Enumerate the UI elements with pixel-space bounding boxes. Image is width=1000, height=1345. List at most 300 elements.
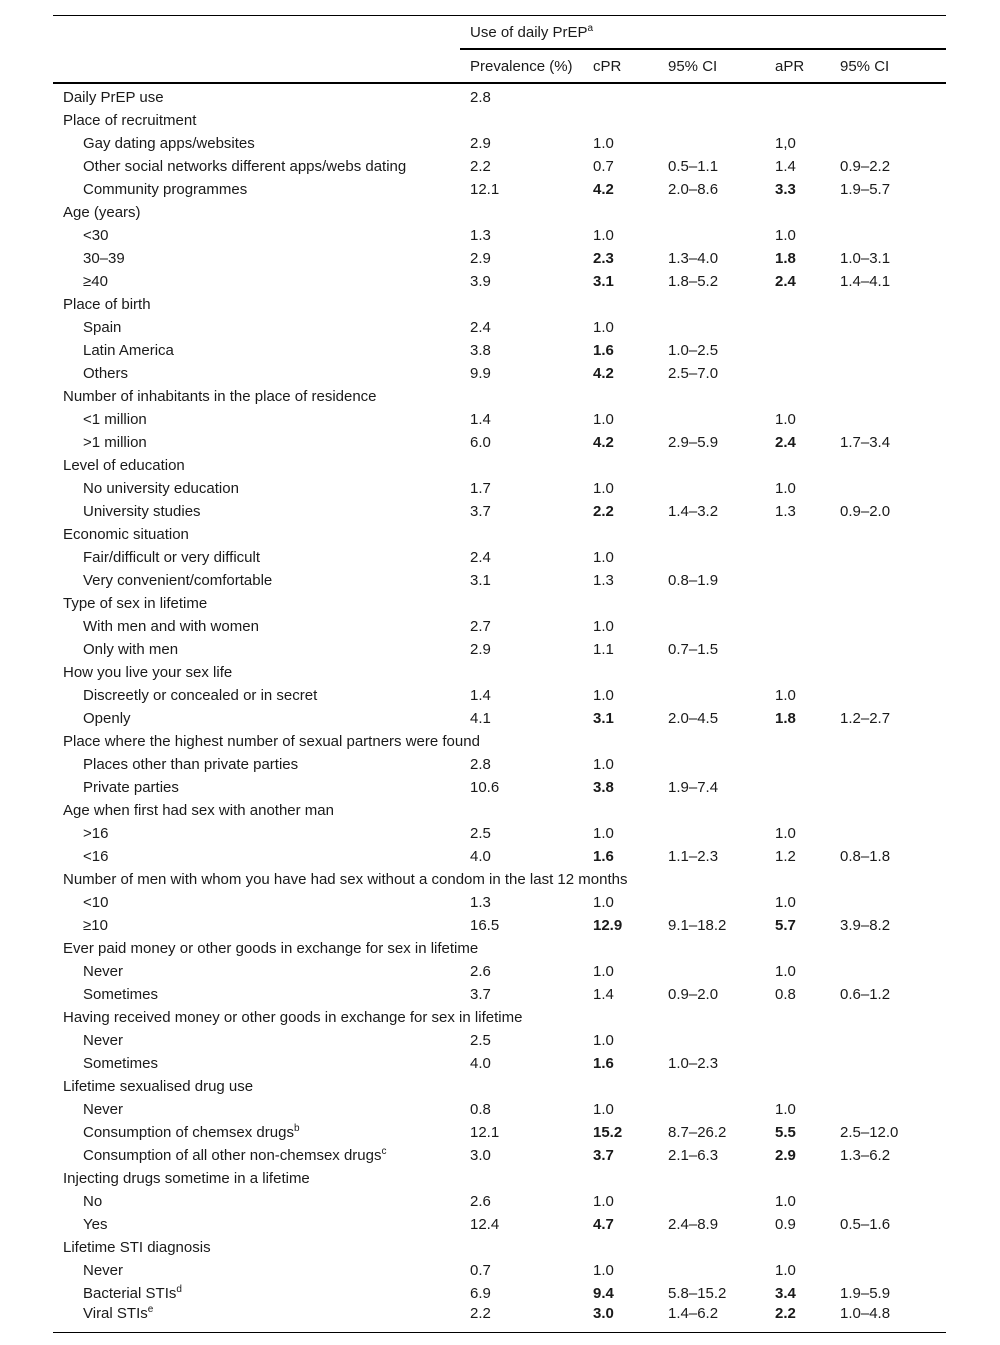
table-row <box>53 224 946 247</box>
cpr-value: 2.3 <box>593 250 614 267</box>
row-label: Gay dating apps/websites <box>83 135 255 152</box>
cpr-value: 1.0 <box>593 411 614 428</box>
ci-adjusted-cell <box>840 316 946 339</box>
row-label: Openly <box>83 710 131 727</box>
prep-prevalence-table <box>53 15 946 1333</box>
cpr-value: 1.0 <box>593 480 614 497</box>
cpr-value: 12.9 <box>593 917 623 934</box>
row-label-footnote: b <box>293 1123 300 1134</box>
ci-adjusted-cell <box>840 477 946 500</box>
table-section-row <box>53 201 946 224</box>
ci-crude-cell <box>668 109 775 132</box>
apr-value: 1.0 <box>775 894 796 911</box>
row-label: >16 <box>83 825 109 842</box>
table-row <box>53 316 946 339</box>
cpr-value: 3.8 <box>593 779 614 796</box>
table-section-row <box>53 523 946 546</box>
ci-crude-cell <box>668 408 775 431</box>
ci-adjusted-cell <box>840 822 946 845</box>
cpr-cell <box>593 155 668 178</box>
row-label-cell <box>53 799 460 822</box>
prevalence-cell: 2.4 <box>470 319 491 336</box>
apr-value: 1.0 <box>775 227 796 244</box>
ci-crude-cell <box>668 1098 775 1121</box>
table-body <box>53 83 946 1333</box>
prevalence-cell: 4.1 <box>470 710 491 727</box>
row-label-cell <box>53 891 460 914</box>
table-section-row <box>53 1167 946 1190</box>
table-row <box>53 339 946 362</box>
ci-crude-cell: 2.0–8.6 <box>668 181 719 198</box>
prevalence-cell: 3.8 <box>470 342 491 359</box>
prevalence-cell <box>460 109 593 132</box>
row-label: Viral STIs <box>83 1305 148 1322</box>
apr-cell <box>775 960 840 983</box>
prevalence-cell <box>460 1236 593 1259</box>
apr-value: 1.0 <box>775 1193 796 1210</box>
row-label-cell <box>53 408 460 431</box>
row-label-cell <box>53 1052 460 1075</box>
prevalence-cell: 16.5 <box>470 917 500 934</box>
column-header-ci-crude: 95% CI <box>668 49 775 83</box>
cpr-value: 1.0 <box>593 1193 614 1210</box>
prevalence-cell <box>460 1167 593 1190</box>
row-label-cell <box>53 1029 460 1052</box>
ci-adjusted-cell <box>840 1236 946 1259</box>
row-label-cell <box>53 224 460 247</box>
prevalence-cell: 2.6 <box>470 1193 491 1210</box>
apr-cell <box>775 109 840 132</box>
cpr-cell <box>593 1236 668 1259</box>
cpr-cell <box>593 132 668 155</box>
ci-crude-cell <box>668 293 775 316</box>
ci-adjusted-cell <box>840 960 946 983</box>
prevalence-cell <box>460 1075 593 1098</box>
row-label: Type of sex in lifetime <box>63 595 208 612</box>
prevalence-cell: 2.7 <box>470 618 491 635</box>
ci-adjusted-cell <box>840 454 946 477</box>
apr-cell <box>775 523 840 546</box>
cpr-value: 1.0 <box>593 319 614 336</box>
ci-crude-cell <box>668 83 775 109</box>
ci-adjusted-cell: 2.5–12.0 <box>840 1124 899 1141</box>
table-row <box>53 132 946 155</box>
row-label-cell <box>53 638 460 661</box>
table-row <box>53 1305 946 1333</box>
row-label: Consumption of all other non-chemsex drugs <box>83 1147 382 1164</box>
apr-cell <box>775 1098 840 1121</box>
prevalence-cell: 2.6 <box>470 963 491 980</box>
ci-adjusted-cell <box>840 753 946 776</box>
cpr-cell <box>593 1052 668 1075</box>
row-label: Lifetime sexualised drug use <box>63 1078 254 1095</box>
ci-crude-cell <box>668 822 775 845</box>
row-label-cell <box>53 477 460 500</box>
prevalence-cell: 4.0 <box>470 848 491 865</box>
apr-cell <box>775 431 840 454</box>
apr-cell <box>775 1075 840 1098</box>
ci-crude-cell: 0.7–1.5 <box>668 641 719 658</box>
cpr-value: 3.1 <box>593 710 614 727</box>
cpr-value: 3.0 <box>593 1305 614 1322</box>
cpr-value: 1.0 <box>593 135 614 152</box>
cpr-cell <box>593 983 668 1006</box>
cpr-cell <box>593 270 668 293</box>
apr-cell <box>775 500 840 523</box>
apr-value: 1.2 <box>775 848 796 865</box>
prevalence-cell <box>460 454 593 477</box>
table-row <box>53 178 946 201</box>
apr-cell <box>775 1006 840 1029</box>
ci-adjusted-cell <box>840 224 946 247</box>
row-label-cell <box>53 1167 460 1190</box>
ci-adjusted-cell: 1.3–6.2 <box>840 1147 891 1164</box>
cpr-value: 1.6 <box>593 342 614 359</box>
cpr-cell <box>593 1075 668 1098</box>
cpr-value: 1.0 <box>593 963 614 980</box>
row-label-cell <box>53 1236 460 1259</box>
apr-cell <box>775 339 840 362</box>
cpr-cell <box>593 477 668 500</box>
row-label-cell <box>53 385 460 408</box>
apr-cell <box>775 1167 840 1190</box>
ci-crude-cell <box>668 1167 775 1190</box>
cpr-cell <box>593 776 668 799</box>
ci-crude-cell <box>668 316 775 339</box>
row-label-cell <box>53 592 460 615</box>
row-label: Age (years) <box>63 204 141 221</box>
header-group-row <box>53 16 946 50</box>
prevalence-cell <box>460 201 593 224</box>
cpr-cell <box>593 1144 668 1167</box>
row-label: Place of birth <box>63 296 151 313</box>
ci-adjusted-cell <box>840 1006 946 1029</box>
header-group-cell <box>460 16 946 50</box>
ci-crude-cell: 8.7–26.2 <box>668 1124 727 1141</box>
prevalence-cell: 2.9 <box>470 135 491 152</box>
table-row <box>53 960 946 983</box>
prevalence-cell: 12.1 <box>470 181 500 198</box>
cpr-value: 2.2 <box>593 503 614 520</box>
ci-crude-cell <box>668 891 775 914</box>
row-label: University studies <box>83 503 201 520</box>
table-row <box>53 707 946 730</box>
apr-cell <box>775 753 840 776</box>
row-label: Number of men with whom you have had sex without a condom in the last 12 months <box>63 871 628 888</box>
row-label-cell <box>53 1006 523 1029</box>
ci-adjusted-cell <box>840 1190 946 1213</box>
ci-crude-cell <box>668 1236 775 1259</box>
cpr-cell <box>593 1282 668 1305</box>
cpr-value: 0.7 <box>593 158 614 175</box>
table-section-row <box>53 1006 946 1029</box>
row-label: Fair/difficult or very difficult <box>83 549 261 566</box>
prevalence-cell: 6.9 <box>470 1285 491 1302</box>
prevalence-cell: 2.5 <box>470 825 491 842</box>
row-label-cell <box>53 569 460 592</box>
row-label-cell <box>53 1213 460 1236</box>
row-label-cell <box>53 753 460 776</box>
ci-adjusted-cell <box>840 523 946 546</box>
ci-crude-cell: 5.8–15.2 <box>668 1285 727 1302</box>
row-label: Age when first had sex with another man <box>63 802 334 819</box>
row-label: Ever paid money or other goods in exchange for sex in lifetime <box>63 940 479 957</box>
ci-adjusted-cell <box>840 293 946 316</box>
apr-value: 3.4 <box>775 1285 796 1302</box>
cpr-cell <box>593 247 668 270</box>
row-label-cell <box>53 155 460 178</box>
cpr-cell <box>593 1029 668 1052</box>
apr-value: 0.8 <box>775 986 796 1003</box>
row-label: Bacterial STIs <box>83 1285 177 1302</box>
row-label: <30 <box>83 227 109 244</box>
cpr-value: 9.4 <box>593 1285 614 1302</box>
ci-crude-cell: 1.4–3.2 <box>668 503 719 520</box>
ci-adjusted-cell <box>840 1167 946 1190</box>
cpr-value: 1.0 <box>593 1262 614 1279</box>
apr-value: 5.7 <box>775 917 796 934</box>
ci-crude-cell: 2.4–8.9 <box>668 1216 719 1233</box>
table-section-row <box>53 1236 946 1259</box>
cpr-cell <box>593 960 668 983</box>
cpr-cell <box>593 845 668 868</box>
row-label: Others <box>83 365 129 382</box>
row-label: Very convenient/comfortable <box>83 572 273 589</box>
prevalence-cell: 1.3 <box>470 894 491 911</box>
ci-adjusted-cell <box>840 615 946 638</box>
row-label-cell <box>53 109 460 132</box>
prevalence-cell: 2.8 <box>470 756 491 773</box>
ci-crude-cell: 2.1–6.3 <box>668 1147 719 1164</box>
prevalence-cell: 2.8 <box>470 89 491 106</box>
ci-adjusted-cell: 1.0–4.8 <box>840 1305 946 1333</box>
prevalence-cell: 2.9 <box>470 641 491 658</box>
prevalence-cell: 3.7 <box>470 503 491 520</box>
apr-cell <box>775 132 840 155</box>
row-label-cell <box>53 1282 460 1305</box>
cpr-cell <box>593 385 668 408</box>
apr-cell <box>775 1213 840 1236</box>
row-label-cell <box>53 1075 460 1098</box>
table-row <box>53 1282 946 1305</box>
row-label-cell <box>53 1259 460 1282</box>
table-row <box>53 500 946 523</box>
ci-crude-cell <box>668 454 775 477</box>
ci-adjusted-cell: 3.9–8.2 <box>840 917 891 934</box>
row-label-cell <box>53 661 460 684</box>
row-label-cell <box>53 822 460 845</box>
cpr-value: 15.2 <box>593 1124 623 1141</box>
table-section-row <box>53 293 946 316</box>
apr-cell <box>775 201 840 224</box>
cpr-cell <box>593 753 668 776</box>
ci-crude-cell <box>668 1006 775 1029</box>
cpr-value: 1.1 <box>593 641 614 658</box>
ci-crude-cell: 1.4–6.2 <box>668 1305 775 1333</box>
ci-crude-cell: 2.9–5.9 <box>668 434 719 451</box>
header-columns-row <box>53 49 946 83</box>
apr-cell <box>775 247 840 270</box>
row-label-cell <box>53 454 460 477</box>
column-header-apr: aPR <box>775 49 840 83</box>
cpr-cell <box>593 592 668 615</box>
cpr-cell <box>593 891 668 914</box>
row-label: Having received money or other goods in exchange for sex in lifetime <box>63 1009 523 1026</box>
prevalence-cell: 2.9 <box>470 250 491 267</box>
ci-crude-cell: 9.1–18.2 <box>668 917 727 934</box>
table-row <box>53 477 946 500</box>
table-row <box>53 891 946 914</box>
apr-cell <box>775 477 840 500</box>
ci-crude-cell <box>668 661 775 684</box>
cpr-cell <box>593 339 668 362</box>
cpr-value: 1.6 <box>593 848 614 865</box>
column-header-cpr: cPR <box>593 49 668 83</box>
apr-value: 1.4 <box>775 158 796 175</box>
prevalence-cell: 2.2 <box>460 1305 593 1333</box>
prevalence-cell <box>460 385 593 408</box>
table-row <box>53 247 946 270</box>
cpr-value: 1.0 <box>593 618 614 635</box>
row-label-cell <box>53 201 460 224</box>
ci-adjusted-cell <box>840 730 946 753</box>
apr-cell <box>775 1121 840 1144</box>
ci-crude-cell: 0.9–2.0 <box>668 986 719 1003</box>
row-label-footnote: e <box>147 1304 154 1315</box>
row-label: ≥40 <box>83 273 108 290</box>
ci-adjusted-cell <box>840 684 946 707</box>
row-label-cell <box>53 983 460 1006</box>
ci-adjusted-cell <box>840 1098 946 1121</box>
prevalence-cell: 2.5 <box>470 1032 491 1049</box>
ci-adjusted-cell <box>840 408 946 431</box>
ci-crude-cell <box>668 132 775 155</box>
apr-cell <box>775 868 840 891</box>
cpr-cell <box>593 822 668 845</box>
row-label: Daily PrEP use <box>63 89 164 106</box>
ci-adjusted-cell: 1.9–5.9 <box>840 1285 891 1302</box>
cpr-cell <box>593 523 668 546</box>
row-label: With men and with women <box>83 618 259 635</box>
ci-crude-cell <box>668 799 775 822</box>
apr-cell <box>775 1236 840 1259</box>
row-label-cell <box>53 730 480 753</box>
row-label: Sometimes <box>83 986 159 1003</box>
cpr-value: 1.0 <box>593 227 614 244</box>
apr-cell <box>775 983 840 1006</box>
row-label: Injecting drugs sometime in a lifetime <box>63 1170 310 1187</box>
table-row <box>53 1098 946 1121</box>
table-row <box>53 1029 946 1052</box>
apr-value: 5.5 <box>775 1124 796 1141</box>
apr-cell <box>775 615 840 638</box>
ci-crude-cell: 1.0–2.5 <box>668 342 719 359</box>
ci-adjusted-cell: 0.5–1.6 <box>840 1216 891 1233</box>
apr-value: 3.3 <box>775 181 796 198</box>
apr-cell <box>775 592 840 615</box>
table-section-row <box>53 868 946 891</box>
prevalence-cell: 0.8 <box>470 1101 491 1118</box>
row-label-cell <box>53 914 460 937</box>
row-label-cell <box>53 83 460 109</box>
cpr-value: 1.6 <box>593 1055 614 1072</box>
apr-cell <box>775 822 840 845</box>
cpr-cell <box>593 293 668 316</box>
apr-cell <box>775 1144 840 1167</box>
apr-cell <box>775 408 840 431</box>
cpr-cell <box>593 454 668 477</box>
prevalence-cell <box>460 592 593 615</box>
table-section-row <box>53 385 946 408</box>
row-label: Other social networks different apps/webs dating <box>83 158 407 175</box>
prevalence-cell <box>460 523 593 546</box>
apr-value: 2.4 <box>775 434 796 451</box>
table-row <box>53 569 946 592</box>
cpr-cell <box>593 1098 668 1121</box>
ci-crude-cell: 1.0–2.3 <box>668 1055 719 1072</box>
apr-value: 1.3 <box>775 503 796 520</box>
apr-cell <box>775 1259 840 1282</box>
ci-crude-cell <box>668 684 775 707</box>
apr-cell <box>775 845 840 868</box>
prevalence-cell: 10.6 <box>470 779 500 796</box>
cpr-cell <box>593 500 668 523</box>
table-row <box>53 615 946 638</box>
ci-adjusted-cell <box>840 891 946 914</box>
row-label: 30–39 <box>83 250 125 267</box>
cpr-value: 1.0 <box>593 1101 614 1118</box>
row-label-cell <box>53 845 460 868</box>
row-label: Never <box>83 1262 124 1279</box>
row-label: No <box>83 1193 103 1210</box>
row-label: Place where the highest number of sexual partners were found <box>63 733 480 750</box>
row-label: ≥10 <box>83 917 108 934</box>
ci-crude-cell <box>668 730 775 753</box>
cpr-cell <box>593 546 668 569</box>
row-label: Number of inhabitants in the place of residence <box>63 388 377 405</box>
table-row <box>53 1190 946 1213</box>
row-label: Consumption of chemsex drugs <box>83 1124 294 1141</box>
table-row <box>53 1052 946 1075</box>
cpr-cell <box>593 569 668 592</box>
cpr-cell <box>593 201 668 224</box>
table-section-row <box>53 1075 946 1098</box>
apr-cell <box>775 638 840 661</box>
table-section-row <box>53 83 946 109</box>
header-empty-cell <box>53 49 460 83</box>
prevalence-cell: 6.0 <box>470 434 491 451</box>
ci-crude-cell <box>668 937 775 960</box>
cpr-cell <box>593 316 668 339</box>
cpr-value: 1.0 <box>593 756 614 773</box>
prevalence-cell: 2.4 <box>470 549 491 566</box>
row-label-cell <box>53 1190 460 1213</box>
cpr-cell <box>593 178 668 201</box>
cpr-cell <box>593 707 668 730</box>
apr-value: 1.0 <box>775 1262 796 1279</box>
apr-cell <box>775 293 840 316</box>
cpr-cell <box>593 224 668 247</box>
row-label: Discreetly or concealed or in secret <box>83 687 318 704</box>
row-label: Community programmes <box>83 181 248 198</box>
ci-adjusted-cell <box>840 776 946 799</box>
row-label: Lifetime STI diagnosis <box>63 1239 211 1256</box>
ci-adjusted-cell <box>840 201 946 224</box>
table-row <box>53 270 946 293</box>
ci-adjusted-cell <box>840 1029 946 1052</box>
column-header-prevalence: Prevalence (%) <box>460 49 593 83</box>
apr-cell <box>775 1052 840 1075</box>
